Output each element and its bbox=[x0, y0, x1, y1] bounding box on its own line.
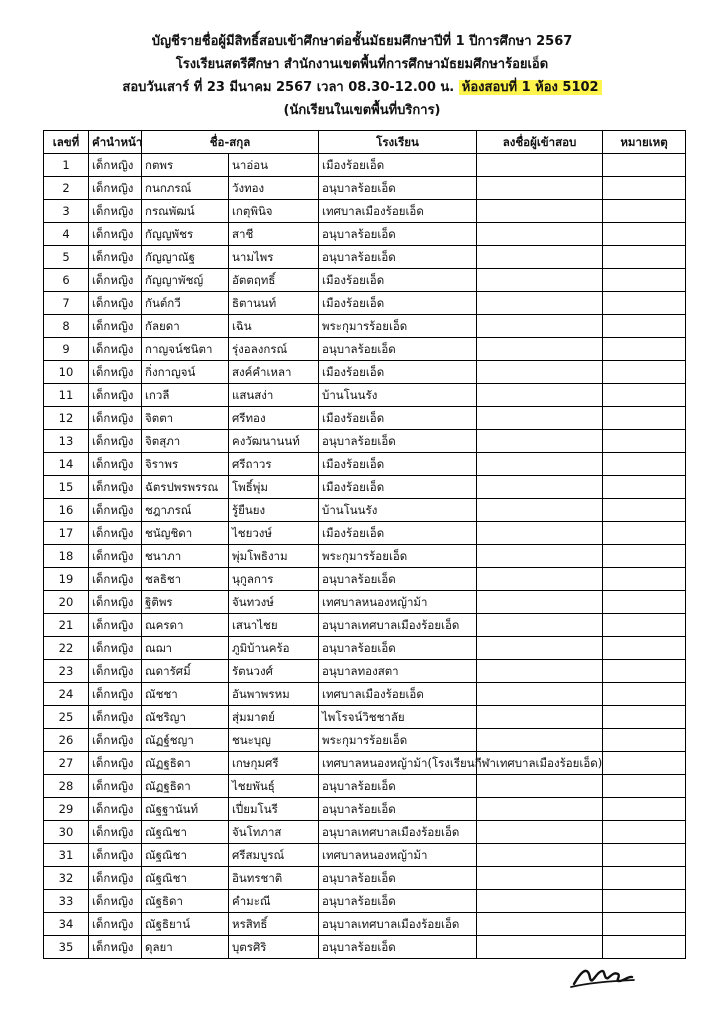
row-prefix: เด็กหญิง bbox=[89, 200, 142, 223]
student-last-name: พุ่มโพธิงาม bbox=[229, 545, 319, 568]
student-first-name: จิราพร bbox=[142, 453, 229, 476]
student-last-name: รู้ยืนยง bbox=[229, 499, 319, 522]
signature-cell bbox=[477, 453, 603, 476]
remarks-cell bbox=[603, 269, 686, 292]
student-school: เมืองร้อยเอ็ด bbox=[319, 269, 477, 292]
student-school: อนุบาลร้อยเอ็ด bbox=[319, 775, 477, 798]
row-number: 10 bbox=[44, 361, 89, 384]
row-number: 27 bbox=[44, 752, 89, 775]
row-number: 19 bbox=[44, 568, 89, 591]
signature-cell bbox=[477, 844, 603, 867]
remarks-cell bbox=[603, 476, 686, 499]
table-row bbox=[44, 798, 686, 821]
row-prefix: เด็กหญิง bbox=[89, 775, 142, 798]
student-first-name: กัลยดา bbox=[142, 315, 229, 338]
student-first-name: ณัฐณิชา bbox=[142, 844, 229, 867]
student-last-name: ภูมิบ้านคร้อ bbox=[229, 637, 319, 660]
remarks-cell bbox=[603, 867, 686, 890]
student-last-name: รัตนวงศ์ bbox=[229, 660, 319, 683]
table-row bbox=[44, 821, 686, 844]
student-first-name: เกวลี bbox=[142, 384, 229, 407]
remarks-cell bbox=[603, 568, 686, 591]
student-last-name: ศรีทอง bbox=[229, 407, 319, 430]
row-prefix: เด็กหญิง bbox=[89, 752, 142, 775]
row-prefix: เด็กหญิง bbox=[89, 683, 142, 706]
table-row bbox=[44, 269, 686, 292]
remarks-cell bbox=[603, 637, 686, 660]
remarks-cell bbox=[603, 660, 686, 683]
student-first-name: ณัฐธิดา bbox=[142, 890, 229, 913]
table-row bbox=[44, 637, 686, 660]
student-school: เทศบาลเมืองร้อยเอ็ด bbox=[319, 683, 477, 706]
student-last-name: เสนาไชย bbox=[229, 614, 319, 637]
row-number: 5 bbox=[44, 246, 89, 269]
remarks-cell bbox=[603, 430, 686, 453]
student-school: อนุบาลร้อยเอ็ด bbox=[319, 223, 477, 246]
row-number: 24 bbox=[44, 683, 89, 706]
student-school: พระกุมารร้อยเอ็ด bbox=[319, 545, 477, 568]
student-school: อนุบาลร้อยเอ็ด bbox=[319, 798, 477, 821]
student-first-name: ณฌา bbox=[142, 637, 229, 660]
student-school: อนุบาลร้อยเอ็ด bbox=[319, 867, 477, 890]
student-school: เมืองร้อยเอ็ด bbox=[319, 476, 477, 499]
remarks-cell bbox=[603, 407, 686, 430]
student-school: อนุบาลเทศบาลเมืองร้อยเอ็ด bbox=[319, 614, 477, 637]
signature-cell bbox=[477, 614, 603, 637]
row-number: 16 bbox=[44, 499, 89, 522]
table-row bbox=[44, 246, 686, 269]
signature-cell bbox=[477, 154, 603, 177]
row-prefix: เด็กหญิง bbox=[89, 706, 142, 729]
student-last-name: อันพาพรหม bbox=[229, 683, 319, 706]
student-school: บ้านโนนรัง bbox=[319, 499, 477, 522]
signature-cell bbox=[477, 522, 603, 545]
remarks-cell bbox=[603, 246, 686, 269]
student-last-name: จันทวงษ์ bbox=[229, 591, 319, 614]
row-prefix: เด็กหญิง bbox=[89, 844, 142, 867]
student-school: อนุบาลเทศบาลเมืองร้อยเอ็ด bbox=[319, 913, 477, 936]
row-number: 22 bbox=[44, 637, 89, 660]
student-school: อนุบาลทองสตา bbox=[319, 660, 477, 683]
student-last-name: วังทอง bbox=[229, 177, 319, 200]
signature-cell bbox=[477, 798, 603, 821]
signature-cell bbox=[477, 338, 603, 361]
row-prefix: เด็กหญิง bbox=[89, 338, 142, 361]
student-school: พระกุมารร้อยเอ็ด bbox=[319, 729, 477, 752]
student-first-name: กตพร bbox=[142, 154, 229, 177]
row-prefix: เด็กหญิง bbox=[89, 591, 142, 614]
student-last-name: หรสิทธิ์ bbox=[229, 913, 319, 936]
row-prefix: เด็กหญิง bbox=[89, 545, 142, 568]
remarks-cell bbox=[603, 729, 686, 752]
table-row bbox=[44, 384, 686, 407]
table-row bbox=[44, 315, 686, 338]
student-first-name: ณัฏฐ์ชญา bbox=[142, 729, 229, 752]
row-number: 28 bbox=[44, 775, 89, 798]
signature-cell bbox=[477, 890, 603, 913]
roster-table bbox=[43, 130, 686, 959]
row-prefix: เด็กหญิง bbox=[89, 246, 142, 269]
student-school: เมืองร้อยเอ็ด bbox=[319, 453, 477, 476]
student-last-name: แสนสง่า bbox=[229, 384, 319, 407]
table-row bbox=[44, 338, 686, 361]
row-number: 35 bbox=[44, 936, 89, 959]
row-prefix: เด็กหญิง bbox=[89, 890, 142, 913]
student-first-name: ณัฐธิยาน์ bbox=[142, 913, 229, 936]
student-last-name: คำมะณี bbox=[229, 890, 319, 913]
signature-cell bbox=[477, 223, 603, 246]
table-header-row bbox=[44, 131, 686, 154]
student-last-name: เปี่ยมโนรี bbox=[229, 798, 319, 821]
table-row bbox=[44, 683, 686, 706]
student-last-name: เฉิน bbox=[229, 315, 319, 338]
table-row bbox=[44, 591, 686, 614]
row-prefix: เด็กหญิง bbox=[89, 384, 142, 407]
student-last-name: บุตรศิริ bbox=[229, 936, 319, 959]
student-last-name: ชนะบุญ bbox=[229, 729, 319, 752]
row-number: 18 bbox=[44, 545, 89, 568]
student-first-name: ณัฏฐธิดา bbox=[142, 775, 229, 798]
student-last-name: เกตุพินิจ bbox=[229, 200, 319, 223]
row-prefix: เด็กหญิง bbox=[89, 499, 142, 522]
student-last-name: ศรีถาวร bbox=[229, 453, 319, 476]
document-title: บัญชีรายชื่อผู้มีสิทธิ์สอบเข้าศึกษาต่อชั้นมัธยมศึกษาปีที่ 1 ปีการศึกษา 2567 bbox=[151, 34, 573, 49]
row-prefix: เด็กหญิง bbox=[89, 936, 142, 959]
student-last-name: โพธิ์พุ่ม bbox=[229, 476, 319, 499]
student-first-name: ดุลยา bbox=[142, 936, 229, 959]
row-prefix: เด็กหญิง bbox=[89, 660, 142, 683]
table-row bbox=[44, 936, 686, 959]
student-school: อนุบาลร้อยเอ็ด bbox=[319, 637, 477, 660]
document-header bbox=[0, 30, 724, 122]
row-number: 21 bbox=[44, 614, 89, 637]
remarks-cell bbox=[603, 890, 686, 913]
student-first-name: ณัชชา bbox=[142, 683, 229, 706]
student-first-name: ฉัตรปพรพรรณ bbox=[142, 476, 229, 499]
row-prefix: เด็กหญิง bbox=[89, 269, 142, 292]
row-prefix: เด็กหญิง bbox=[89, 522, 142, 545]
row-number: 26 bbox=[44, 729, 89, 752]
table-row bbox=[44, 867, 686, 890]
row-prefix: เด็กหญิง bbox=[89, 867, 142, 890]
signature-cell bbox=[477, 476, 603, 499]
signature-cell bbox=[477, 867, 603, 890]
student-last-name: นุกูลการ bbox=[229, 568, 319, 591]
row-number: 14 bbox=[44, 453, 89, 476]
student-first-name: ณัฏฐธิดา bbox=[142, 752, 229, 775]
student-school: อนุบาลร้อยเอ็ด bbox=[319, 338, 477, 361]
student-first-name: กรณพัฒน์ bbox=[142, 200, 229, 223]
student-first-name: ณัฐฐานันท์ bbox=[142, 798, 229, 821]
row-prefix: เด็กหญิง bbox=[89, 568, 142, 591]
student-school: อนุบาลร้อยเอ็ด bbox=[319, 890, 477, 913]
student-school: อนุบาลเทศบาลเมืองร้อยเอ็ด bbox=[319, 821, 477, 844]
student-first-name: ณัชริญา bbox=[142, 706, 229, 729]
student-school: เมืองร้อยเอ็ด bbox=[319, 522, 477, 545]
student-school: เมืองร้อยเอ็ด bbox=[319, 361, 477, 384]
remarks-cell bbox=[603, 614, 686, 637]
row-number: 4 bbox=[44, 223, 89, 246]
row-prefix: เด็กหญิง bbox=[89, 729, 142, 752]
row-number: 12 bbox=[44, 407, 89, 430]
roster-body bbox=[44, 154, 686, 959]
remarks-cell bbox=[603, 292, 686, 315]
row-number: 2 bbox=[44, 177, 89, 200]
signature-cell bbox=[477, 568, 603, 591]
signature-cell bbox=[477, 361, 603, 384]
student-school: อนุบาลร้อยเอ็ด bbox=[319, 246, 477, 269]
row-prefix: เด็กหญิง bbox=[89, 821, 142, 844]
col-header-remarks: หมายเหตุ bbox=[603, 131, 686, 154]
table-row bbox=[44, 223, 686, 246]
student-last-name: นามไพร bbox=[229, 246, 319, 269]
remarks-cell bbox=[603, 775, 686, 798]
row-number: 31 bbox=[44, 844, 89, 867]
student-last-name: สงค์คำเหลา bbox=[229, 361, 319, 384]
table-row bbox=[44, 292, 686, 315]
student-first-name: กนกภรณ์ bbox=[142, 177, 229, 200]
student-first-name: จิตสุภา bbox=[142, 430, 229, 453]
student-first-name: จิตตา bbox=[142, 407, 229, 430]
remarks-cell bbox=[603, 913, 686, 936]
signature-cell bbox=[477, 936, 603, 959]
signature-cell bbox=[477, 246, 603, 269]
row-prefix: เด็กหญิง bbox=[89, 292, 142, 315]
table-row bbox=[44, 614, 686, 637]
row-number: 1 bbox=[44, 154, 89, 177]
table-row bbox=[44, 545, 686, 568]
exam-room-badge: ห้องสอบที่ 1 ห้อง 5102 bbox=[459, 80, 602, 95]
signature-cell bbox=[477, 637, 603, 660]
student-school: เมืองร้อยเอ็ด bbox=[319, 154, 477, 177]
table-row bbox=[44, 522, 686, 545]
row-prefix: เด็กหญิง bbox=[89, 315, 142, 338]
signature-cell bbox=[477, 706, 603, 729]
service-area-note: (นักเรียนในเขตพื้นที่บริการ) bbox=[283, 103, 441, 118]
remarks-cell bbox=[603, 844, 686, 867]
table-row bbox=[44, 200, 686, 223]
signature-cell bbox=[477, 729, 603, 752]
row-number: 25 bbox=[44, 706, 89, 729]
table-row bbox=[44, 890, 686, 913]
remarks-cell bbox=[603, 453, 686, 476]
student-last-name: อินทรชาติ bbox=[229, 867, 319, 890]
signature-cell bbox=[477, 821, 603, 844]
row-number: 7 bbox=[44, 292, 89, 315]
remarks-cell bbox=[603, 936, 686, 959]
exam-date-time: สอบวันเสาร์ ที่ 23 มีนาคม 2567 เวลา 08.30-12.00 น. bbox=[122, 80, 455, 95]
col-header-prefix: คำนำหน้า bbox=[89, 131, 142, 154]
table-row bbox=[44, 775, 686, 798]
signature-cell bbox=[477, 545, 603, 568]
student-first-name: กัญญาพัชญ์ bbox=[142, 269, 229, 292]
remarks-cell bbox=[603, 338, 686, 361]
student-school: เทศบาลหนองหญ้าม้า bbox=[319, 591, 477, 614]
signature-cell bbox=[477, 269, 603, 292]
student-school: พระกุมารร้อยเอ็ด bbox=[319, 315, 477, 338]
student-school: อนุบาลร้อยเอ็ด bbox=[319, 177, 477, 200]
row-number: 17 bbox=[44, 522, 89, 545]
table-row bbox=[44, 476, 686, 499]
table-row bbox=[44, 706, 686, 729]
row-number: 8 bbox=[44, 315, 89, 338]
signature-cell bbox=[477, 913, 603, 936]
signature-cell bbox=[477, 384, 603, 407]
table-row bbox=[44, 430, 686, 453]
remarks-cell bbox=[603, 706, 686, 729]
student-school: เมืองร้อยเอ็ด bbox=[319, 407, 477, 430]
remarks-cell bbox=[603, 315, 686, 338]
student-last-name: เกษกุมศรี bbox=[229, 752, 319, 775]
school-name: โรงเรียนสตรีศึกษา สำนักงานเขตพื้นที่การศึกษามัธยมศึกษาร้อยเอ็ด bbox=[175, 57, 549, 72]
signature-cell bbox=[477, 775, 603, 798]
student-first-name: ชนัญชิดา bbox=[142, 522, 229, 545]
remarks-cell bbox=[603, 223, 686, 246]
student-school: บ้านโนนรัง bbox=[319, 384, 477, 407]
remarks-cell bbox=[603, 200, 686, 223]
remarks-cell bbox=[603, 361, 686, 384]
student-first-name: ชฎาภรณ์ bbox=[142, 499, 229, 522]
student-school: เทศบาลหนองหญ้าม้า bbox=[319, 844, 477, 867]
student-school: อนุบาลร้อยเอ็ด bbox=[319, 936, 477, 959]
row-prefix: เด็กหญิง bbox=[89, 798, 142, 821]
student-first-name: กัญญพัชร bbox=[142, 223, 229, 246]
col-header-number: เลขที่ bbox=[44, 131, 89, 154]
signature-cell bbox=[477, 683, 603, 706]
row-prefix: เด็กหญิง bbox=[89, 913, 142, 936]
remarks-cell bbox=[603, 752, 686, 775]
remarks-cell bbox=[603, 591, 686, 614]
signature-cell bbox=[477, 177, 603, 200]
student-first-name: กันต์กวี bbox=[142, 292, 229, 315]
student-school: เทศบาลเมืองร้อยเอ็ด bbox=[319, 200, 477, 223]
student-school: เมืองร้อยเอ็ด bbox=[319, 292, 477, 315]
student-last-name: ธิตานนท์ bbox=[229, 292, 319, 315]
row-prefix: เด็กหญิง bbox=[89, 453, 142, 476]
col-header-school: โรงเรียน bbox=[319, 131, 477, 154]
student-first-name: ณดารัศมิ์ bbox=[142, 660, 229, 683]
signature-cell bbox=[477, 407, 603, 430]
row-prefix: เด็กหญิง bbox=[89, 637, 142, 660]
exam-date-line bbox=[0, 76, 724, 99]
student-first-name: กัญญาณัฐ bbox=[142, 246, 229, 269]
student-school: เทศบาลหนองหญ้าม้า(โรงเรียนกีฬาเทศบาลเมืองร้อยเอ็ด) bbox=[319, 752, 477, 775]
row-number: 15 bbox=[44, 476, 89, 499]
row-number: 32 bbox=[44, 867, 89, 890]
student-first-name: ชลธิชา bbox=[142, 568, 229, 591]
remarks-cell bbox=[603, 545, 686, 568]
student-first-name: ณัฐณิชา bbox=[142, 821, 229, 844]
row-number: 13 bbox=[44, 430, 89, 453]
row-prefix: เด็กหญิง bbox=[89, 430, 142, 453]
row-prefix: เด็กหญิง bbox=[89, 361, 142, 384]
row-number: 34 bbox=[44, 913, 89, 936]
row-number: 30 bbox=[44, 821, 89, 844]
table-row bbox=[44, 844, 686, 867]
student-first-name: กาญจน์ชนิตา bbox=[142, 338, 229, 361]
table-row bbox=[44, 499, 686, 522]
table-row bbox=[44, 660, 686, 683]
signature-mark bbox=[568, 962, 638, 992]
table-row bbox=[44, 729, 686, 752]
student-first-name: กิ่งกาญจน์ bbox=[142, 361, 229, 384]
remarks-cell bbox=[603, 177, 686, 200]
table-row bbox=[44, 913, 686, 936]
col-header-fullname: ชื่อ-สกุล bbox=[142, 131, 319, 154]
table-row bbox=[44, 177, 686, 200]
signature-cell bbox=[477, 315, 603, 338]
student-school: อนุบาลร้อยเอ็ด bbox=[319, 568, 477, 591]
row-prefix: เด็กหญิง bbox=[89, 154, 142, 177]
row-number: 11 bbox=[44, 384, 89, 407]
student-school: ไพโรจน์วิชชาลัย bbox=[319, 706, 477, 729]
student-last-name: นาอ่อน bbox=[229, 154, 319, 177]
student-last-name: อัตตฤทธิ์ bbox=[229, 269, 319, 292]
student-first-name: ณครดา bbox=[142, 614, 229, 637]
table-row bbox=[44, 361, 686, 384]
col-header-signature: ลงชื่อผู้เข้าสอบ bbox=[477, 131, 603, 154]
student-last-name: สาชี bbox=[229, 223, 319, 246]
student-school: อนุบาลร้อยเอ็ด bbox=[319, 430, 477, 453]
student-first-name: ฐิติพร bbox=[142, 591, 229, 614]
signature-cell bbox=[477, 430, 603, 453]
row-number: 3 bbox=[44, 200, 89, 223]
table-row bbox=[44, 407, 686, 430]
row-number: 20 bbox=[44, 591, 89, 614]
signature-cell bbox=[477, 660, 603, 683]
student-last-name: คงวัฒนานนท์ bbox=[229, 430, 319, 453]
table-row bbox=[44, 568, 686, 591]
student-first-name: ชนาภา bbox=[142, 545, 229, 568]
student-last-name: สุ่มมาตย์ bbox=[229, 706, 319, 729]
student-last-name: จันโทภาส bbox=[229, 821, 319, 844]
signature-cell bbox=[477, 499, 603, 522]
remarks-cell bbox=[603, 821, 686, 844]
student-first-name: ณัฐณิชา bbox=[142, 867, 229, 890]
signature-cell bbox=[477, 292, 603, 315]
row-number: 29 bbox=[44, 798, 89, 821]
remarks-cell bbox=[603, 522, 686, 545]
row-prefix: เด็กหญิง bbox=[89, 223, 142, 246]
signature-cell bbox=[477, 591, 603, 614]
row-prefix: เด็กหญิง bbox=[89, 476, 142, 499]
row-prefix: เด็กหญิง bbox=[89, 407, 142, 430]
row-number: 9 bbox=[44, 338, 89, 361]
student-last-name: ไชยพันธุ์ bbox=[229, 775, 319, 798]
row-number: 6 bbox=[44, 269, 89, 292]
remarks-cell bbox=[603, 384, 686, 407]
remarks-cell bbox=[603, 154, 686, 177]
signature-cell bbox=[477, 200, 603, 223]
student-last-name: ไชยวงษ์ bbox=[229, 522, 319, 545]
remarks-cell bbox=[603, 499, 686, 522]
row-prefix: เด็กหญิง bbox=[89, 614, 142, 637]
row-number: 33 bbox=[44, 890, 89, 913]
row-number: 23 bbox=[44, 660, 89, 683]
student-last-name: รุ่งอลงกรณ์ bbox=[229, 338, 319, 361]
remarks-cell bbox=[603, 798, 686, 821]
table-row bbox=[44, 752, 686, 775]
row-prefix: เด็กหญิง bbox=[89, 177, 142, 200]
student-last-name: ศรีสมบูรณ์ bbox=[229, 844, 319, 867]
remarks-cell bbox=[603, 683, 686, 706]
table-row bbox=[44, 453, 686, 476]
table-row bbox=[44, 154, 686, 177]
